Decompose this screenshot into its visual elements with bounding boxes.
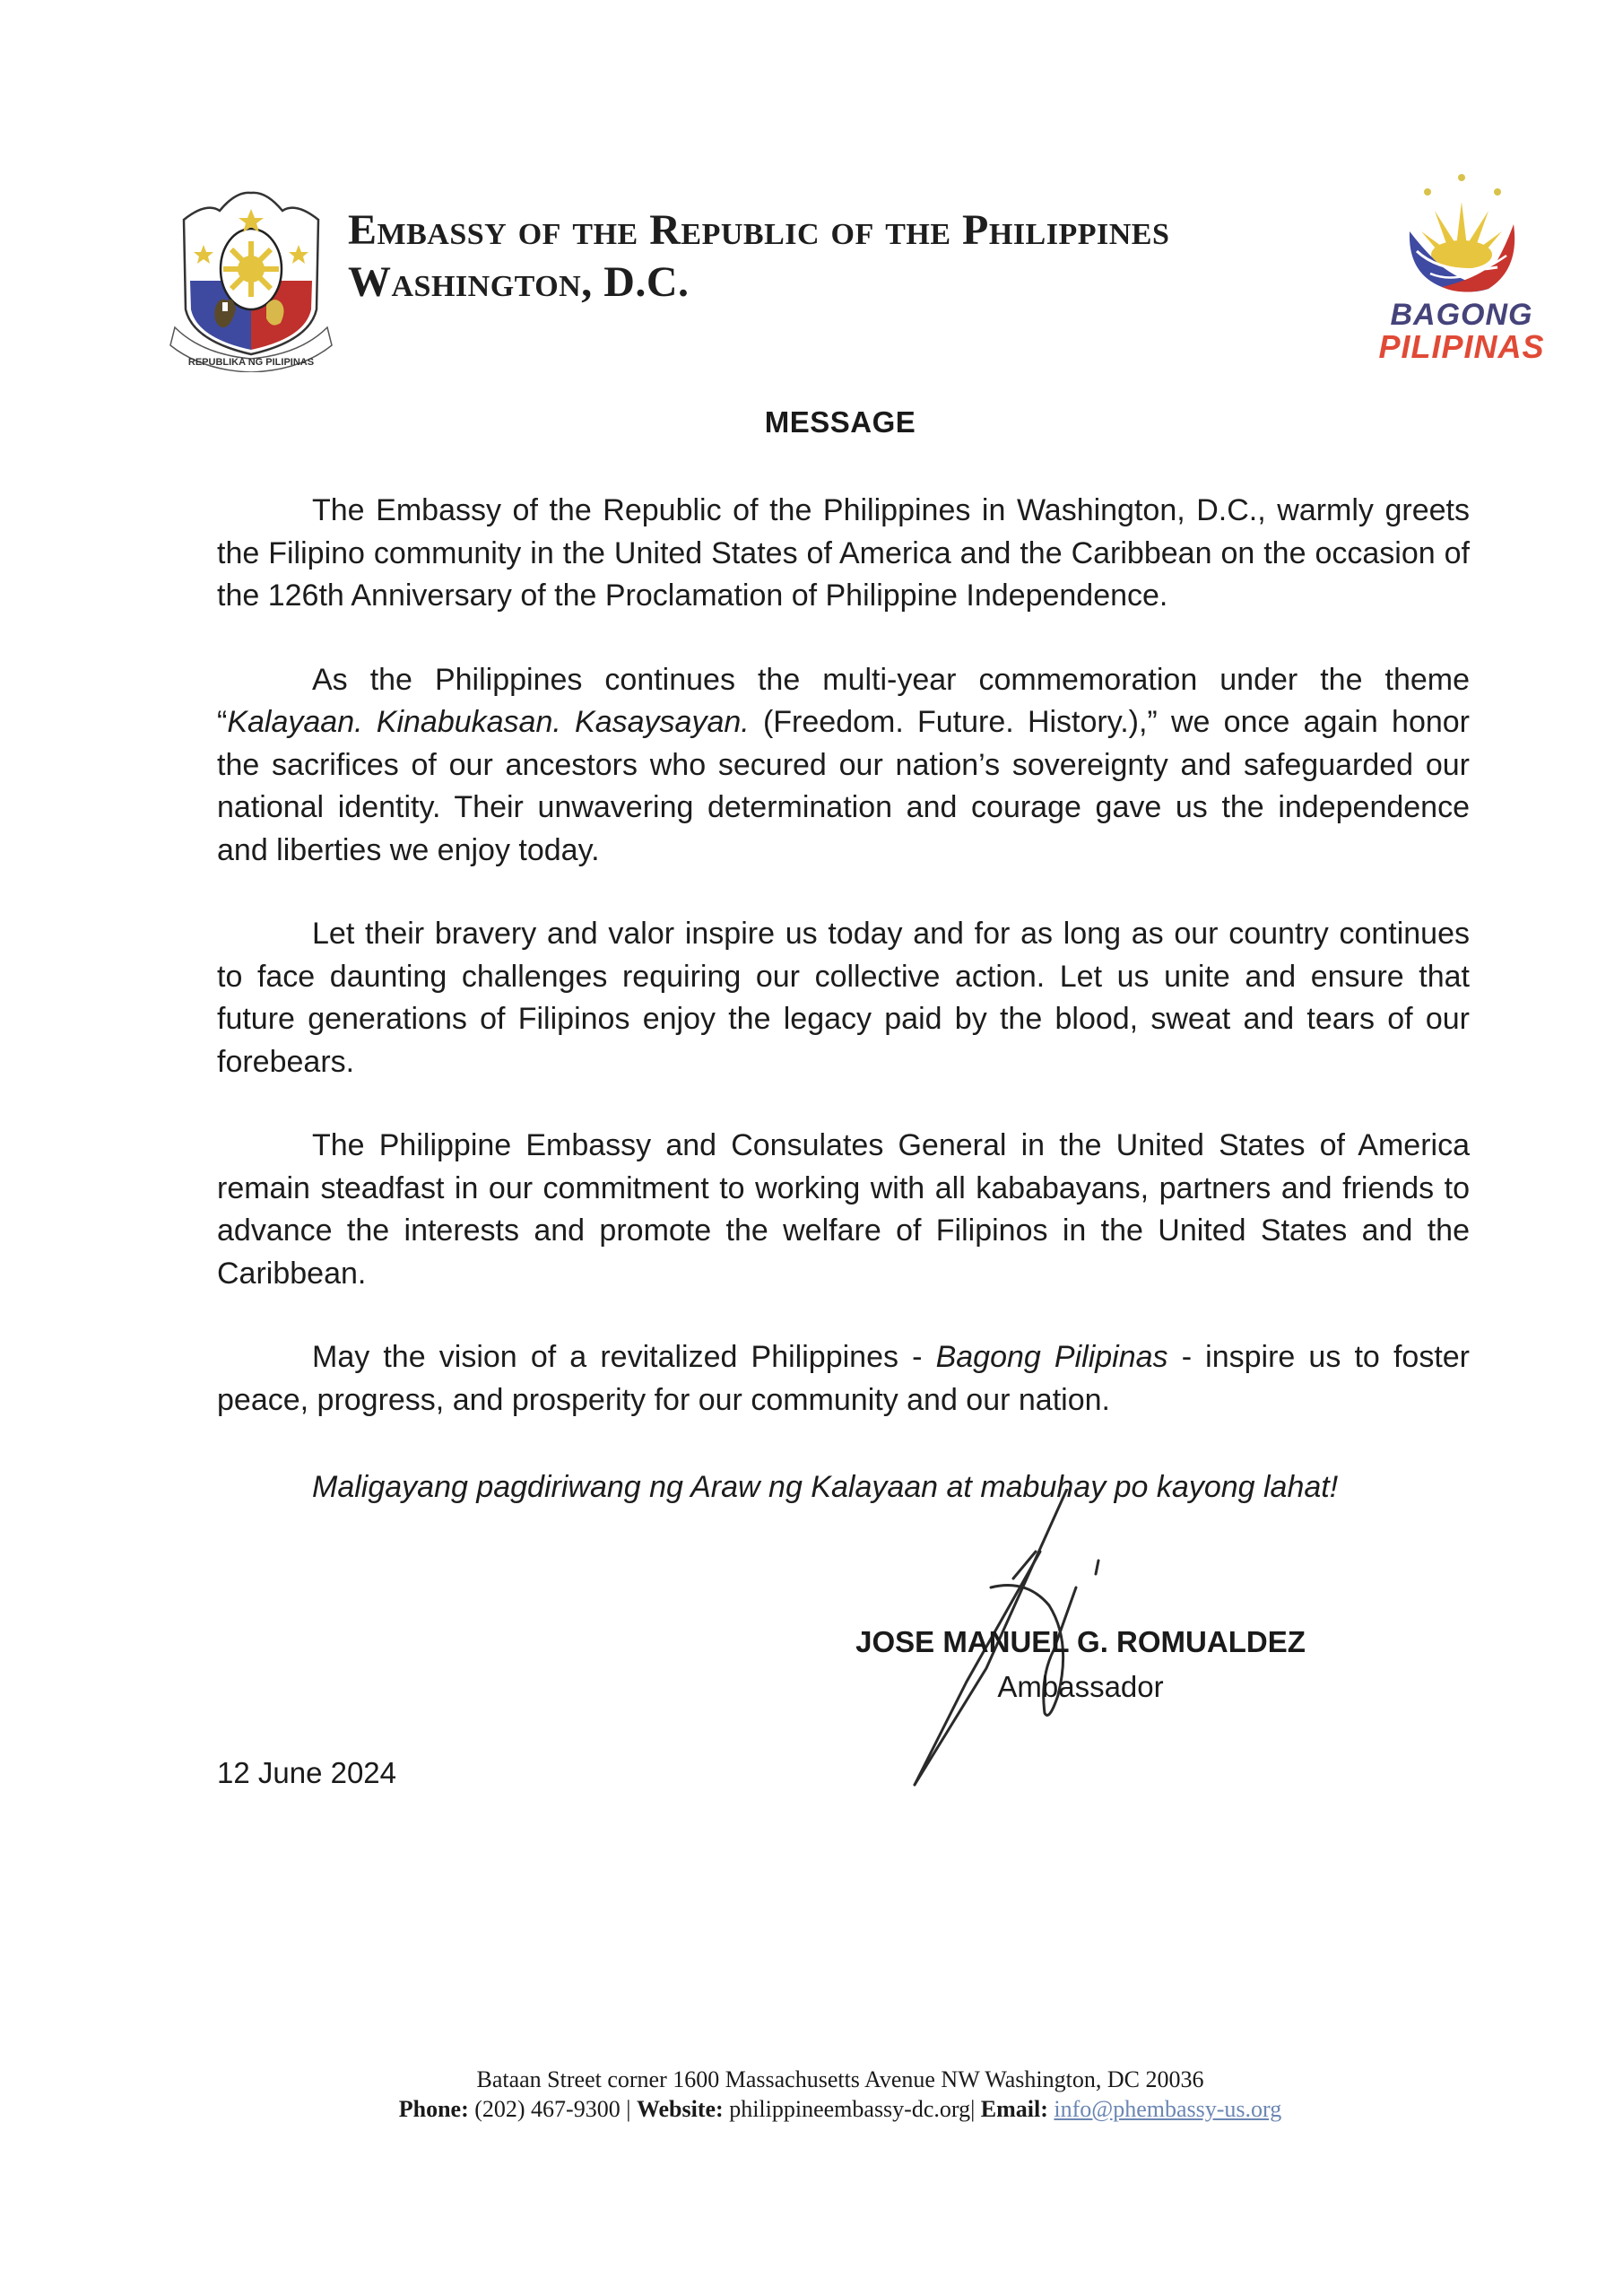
- letterhead-line-2: Washington, D.C.: [348, 258, 690, 306]
- website-text: philippineembassy-dc.org: [729, 2096, 971, 2122]
- paragraph-2: [217, 659, 1470, 873]
- website-label: Website:: [636, 2096, 724, 2122]
- letter-body: [217, 490, 1470, 1551]
- email-link[interactable]: info@phembassy-us.org: [1054, 2096, 1282, 2122]
- paragraph-4: The Philippine Embassy and Consulates General in the United States of America remain steadfast in our commitment to working with all kababayans, partners and friends to advance the interests and promote the welfare of Filipinos in the United States and the Caribbean.: [217, 1128, 1470, 1291]
- email-label: Email:: [980, 2096, 1048, 2122]
- paragraph-5: [217, 1336, 1470, 1422]
- separator: |: [970, 2096, 976, 2122]
- logo-word-pilipinas: PILIPINAS: [1378, 328, 1545, 365]
- paragraph-1: The Embassy of the Republic of the Philippines in Washington, D.C., warmly greets the Filipino community in the United States of America and the Caribbean on the occasion of the 126th Anniversary of the Proclamation of Philippine Independence.: [217, 493, 1470, 613]
- paragraph-2-intro: As the Philippines continues the multi-year commemoration under the theme “: [217, 662, 1470, 739]
- closing-greeting: [217, 1466, 1470, 1509]
- footer-contact: [0, 2094, 1623, 2124]
- coat-of-arms-icon: [166, 175, 336, 372]
- paragraph-3: Let their bravery and valor inspire us today and for as long as our country continues to face daunting challenges requiring our collective action. Let us unite and ensure that future generations of Filipinos enjoy the legacy paid by the blood, sweat and tears of our forebears.: [217, 917, 1470, 1079]
- footer: [0, 2065, 1623, 2124]
- closing-greeting-text: Maligayang pagdiriwang ng Araw ng Kalayaan at mabuhay po kayong lahat!: [312, 1470, 1339, 1504]
- signatory-name: JOSE MANUEL G. ROMUALDEZ: [855, 1625, 1306, 1658]
- bagong-pilipinas-logo: [1372, 161, 1551, 368]
- logo-word-bagong: BAGONG: [1390, 298, 1533, 332]
- letterhead-title: [348, 204, 1169, 309]
- separator: |: [626, 2096, 631, 2122]
- footer-address: Bataan Street corner 1600 Massachusetts Avenue NW Washington, DC 20036: [476, 2066, 1204, 2092]
- paragraph-5-rest: - inspire us to foster peace, progress, and prosperity for our community and our nation.: [217, 1340, 1470, 1417]
- phone-number: (202) 467-9300: [474, 2096, 621, 2122]
- paragraph-2-rest: (Freedom. Future. History.),” we once again honor the sacrifices of our ancestors who secured our nation’s sovereignty and safeguarded our national identity. Their unwavering determination and courage gave us the independence and liberties we enjoy today.: [217, 705, 1471, 867]
- paragraph-5-intro: May the vision of a revitalized Philippines -: [312, 1340, 936, 1374]
- message-heading: MESSAGE: [764, 405, 916, 439]
- phone-label: Phone:: [398, 2096, 469, 2122]
- letter-date: 12 June 2024: [217, 1756, 397, 1789]
- bagong-pilipinas-emblem-icon: [1372, 161, 1551, 296]
- bagong-pilipinas-italic: Bagong Pilipinas: [935, 1340, 1168, 1374]
- signatory-title: Ambassador: [997, 1670, 1164, 1703]
- svg-text:REPUBLIKA NG PILIPINAS: REPUBLIKA NG PILIPINAS: [187, 357, 315, 368]
- letterhead-line-1: Embassy of the Republic of the Philippines: [348, 206, 1170, 254]
- theme-italic: Kalayaan. Kinabukasan. Kasaysayan.: [227, 705, 750, 739]
